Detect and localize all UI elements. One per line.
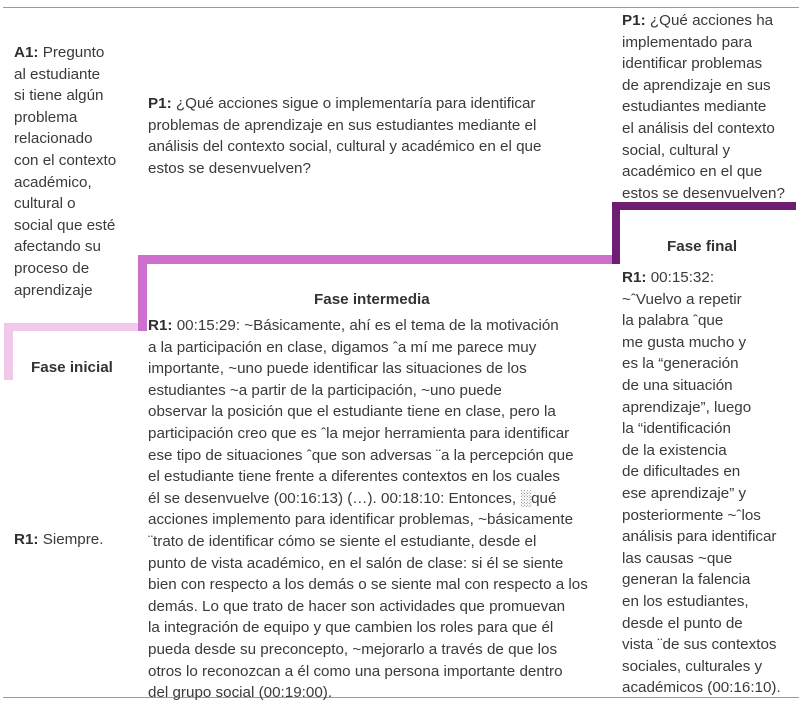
col2-p1-label: P1: — [148, 95, 172, 112]
col1-r1-label: R1: — [14, 531, 39, 548]
a1-label: A1: — [14, 44, 39, 61]
phase-final-label: Fase final — [667, 238, 738, 255]
col2-p1-text — [148, 93, 608, 179]
col2-r1-label: R1: — [148, 317, 173, 334]
step-intermediate-vertical — [138, 255, 147, 331]
phase-initial-label: Fase inicial — [31, 359, 113, 376]
phase-intermediate-label: Fase intermedia — [314, 291, 430, 308]
col1-r1-text — [14, 529, 134, 551]
col2-p1-question: ¿Qué acciones sigue o implementaría para identificar problemas de aprendizaje en sus estudiantes mediante el análisis del contexto social, cultural y académico en el que estos se desenvuelven? — [148, 95, 542, 177]
col3-r1-label: R1: — [622, 269, 647, 286]
col1-r1-answer: Siempre. — [38, 531, 104, 548]
col2-r1-answer: 00:15:29: ~Básicamente, ahí es el tema de la motivación a la participación en clase, digamos ˆa mí me parece muy importante, ~uno puede identificar las situaciones de los estudiantes ~a partir de la participación, ~uno puede observar la posición que el estudiante tiene en clase, pero la participación creo que es ˆla mejor herramienta para identificar ese tipo de situaciones ˆque son adversas ¨a la percepción que el estudiante tiene frente a diferentes contextos en los cuales él se desenvuelve (00:16:13) (…). 00:18:10: Entonces, ░qué acciones implemento para identificar problemas, ~básicamente ¨trato de identificar cómo se siente el estudiante, desde el punto de vista académico, en el salón de clase: si él se siente bien con respecto a los demás o se siente mal con respecto a los demás. Lo que trato de hacer son actividades que promuevan la integración de equipo y que cambien los roles para que él pueda desde su preconcepto, ~mejorarlo a través de que los otros lo reconozcan a él como una persona importante dentro del grupo social (00:19:00). — [148, 317, 588, 702]
col3-r1-text — [622, 267, 798, 699]
col2-r1-text — [148, 315, 618, 704]
a1-question: Pregunto al estudiante si tiene algún problema relacionado con el contexto académico, cultural o social que esté afectando su proceso de aprendizaje — [14, 44, 117, 299]
step-initial-horizontal — [4, 323, 147, 331]
col3-p1-label: P1: — [622, 12, 646, 29]
col3-p1-question: ¿Qué acciones ha implementado para identificar problemas de aprendizaje en sus estudiantes mediante el análisis del contexto social, cultural y académico en el que estos se desenvuelven? — [622, 12, 785, 202]
top-rule — [3, 7, 799, 8]
step-intermediate-horizontal — [138, 255, 620, 264]
col1-a1-text — [14, 42, 139, 301]
step-final-vertical — [612, 202, 620, 264]
col3-p1-text — [622, 10, 798, 204]
col3-r1-answer: 00:15:32: ~ˆVuelvo a repetir la palabra ˆque me gusta mucho y es la “generación de una situación aprendizaje”, luego la “identificación de la existencia de dificultades en ese aprendizaje” y posteriormente ~ˆlos análisis para identificar las causas ~que generan la falencia en los estudiantes, desde el punto de vista ¨de sus contextos sociales, culturales y académicos (00:16:10). — [622, 269, 781, 697]
step-initial-vertical — [4, 323, 13, 380]
